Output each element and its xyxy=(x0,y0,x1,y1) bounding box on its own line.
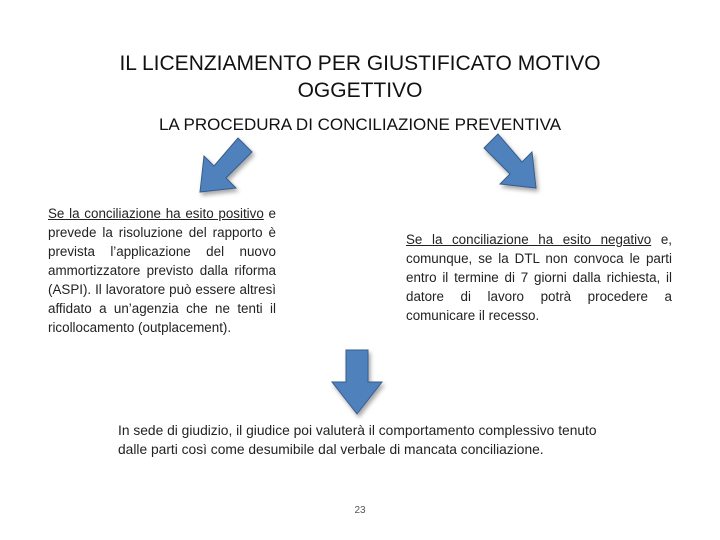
judgment-text: In sede di giudizio, il giudice poi valuterà il comportamento complessivo tenuto dalle parti così come desumibile dal verbale di mancata conciliazione. xyxy=(118,423,597,457)
slide-subtitle: LA PROCEDURA DI CONCILIAZIONE PREVENTIVA xyxy=(158,115,562,134)
arrow-down-left-icon xyxy=(186,134,258,200)
arrow-down-icon xyxy=(328,348,390,420)
negative-outcome-text xyxy=(406,230,672,325)
page-number: 23 xyxy=(354,505,366,516)
positive-outcome-heading: Se la conciliazione ha esito positivo xyxy=(48,206,264,221)
negative-outcome-body: e, comunque, se la DTL non convoca le parti entro il termine di 7 giorni dalla richiesta, il datore di lavoro potrà procedere a comunicare il recesso. xyxy=(406,232,672,323)
positive-outcome-text xyxy=(48,204,276,337)
slide-title: IL LICENZIAMENTO PER GIUSTIFICATO MOTIVO OGGETTIVO xyxy=(119,52,601,102)
negative-outcome-heading: Se la conciliazione ha esito negativo xyxy=(406,232,652,247)
arrow-down-right-icon xyxy=(478,130,550,196)
positive-outcome-body: e prevede la risoluzione del rapporto è prevista l’applicazione del nuovo ammortizzatore previsto dalla riforma (ASPI). Il lavoratore può essere altresì affidato a un’agenzia che ne tenti il ricollocamento (outplacement). xyxy=(48,206,277,335)
